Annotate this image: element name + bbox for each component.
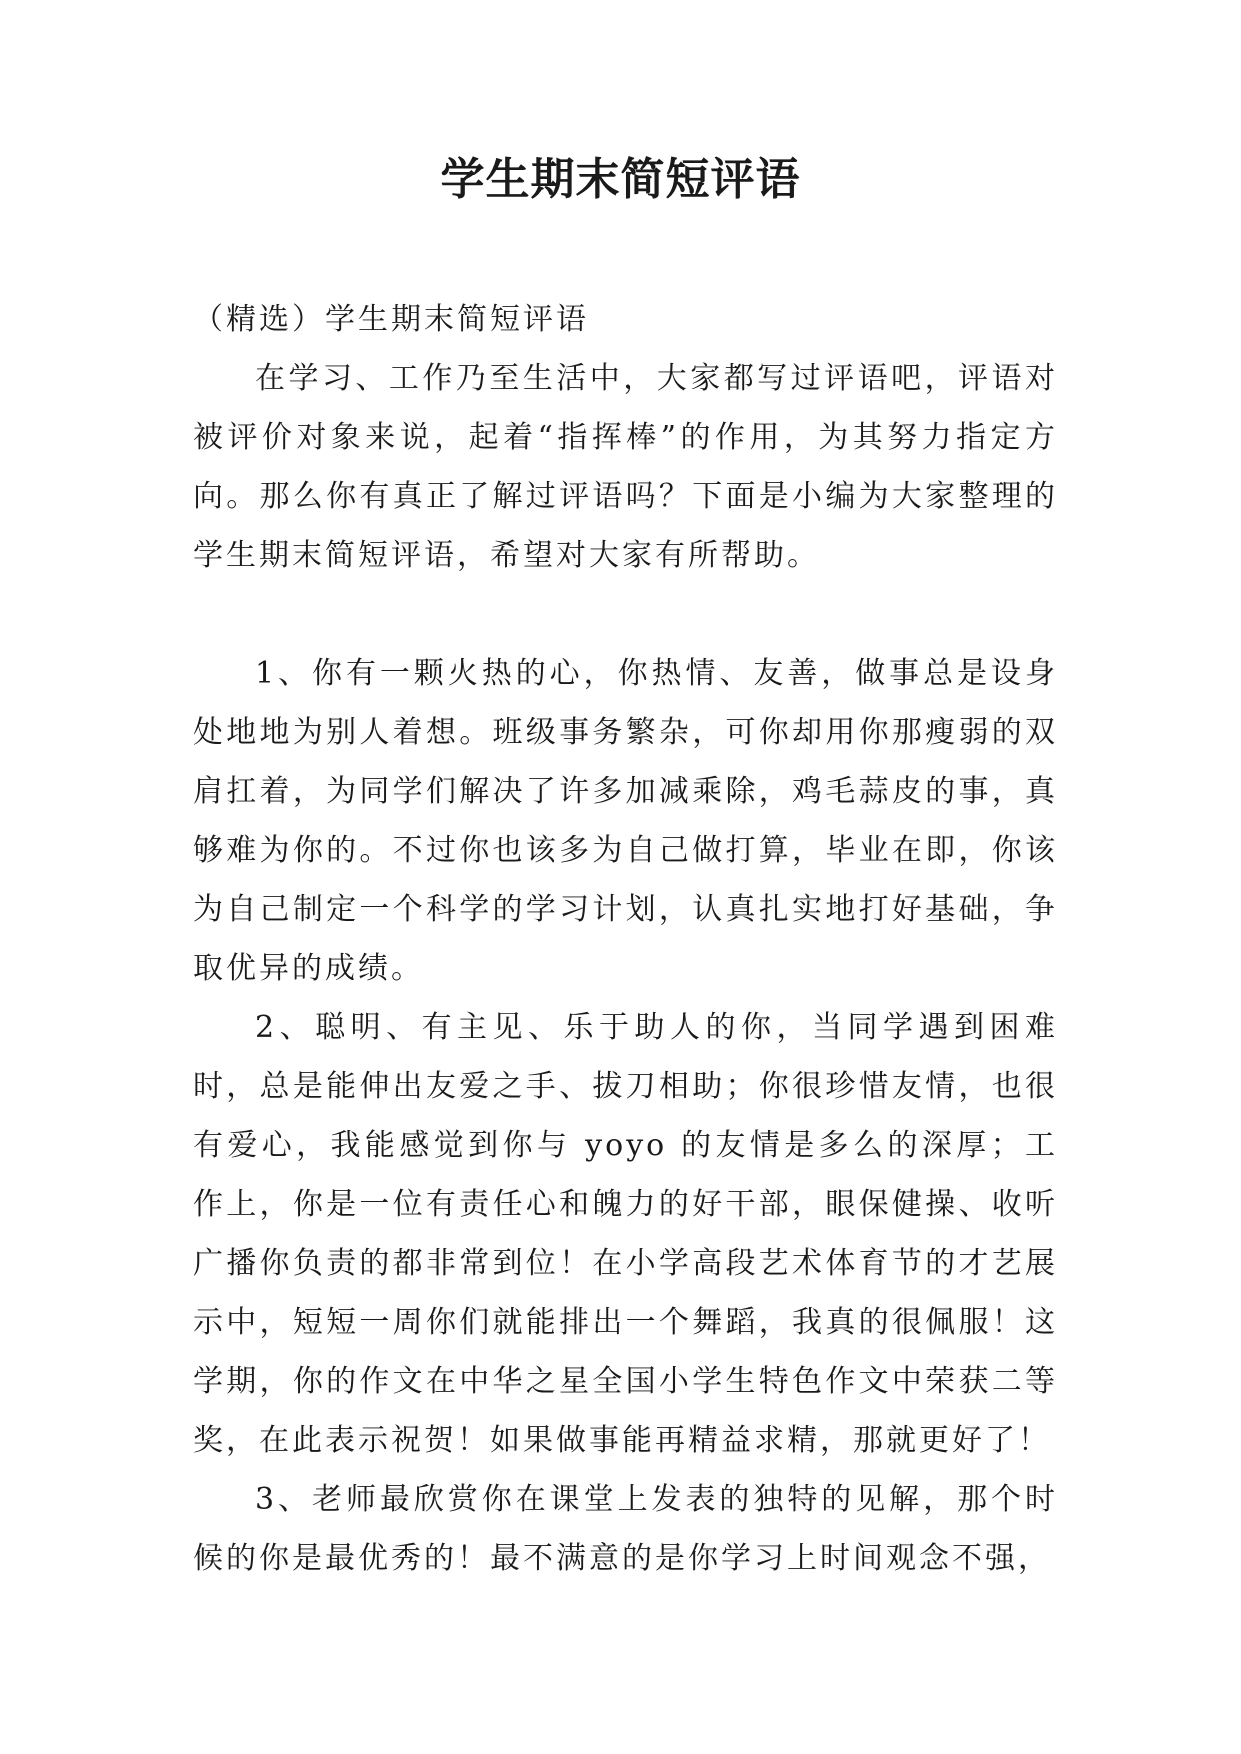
- comment-item-1: 1、你有一颗火热的心，你热情、友善，做事总是设身处地地为别人着想。班级事务繁杂，可你却用你那瘦弱的双肩扛着，为同学们解决了许多加减乘除，鸡毛蒜皮的事，真够难为你的。不过你也该多为自己做打算，毕业在即，你该为自己制定一个科学的学习计划，认真扎实地打好基础，争取优异的成绩。: [193, 656, 1058, 986]
- document-subtitle: （精选）学生期末简短评语: [193, 302, 589, 337]
- comment-item-3: 3、老师最欣赏你在课堂上发表的独特的见解，那个时候的你是最优秀的！最不满意的是你学习上时间观念不强，: [193, 1482, 1058, 1576]
- comment-item-2: 2、聪明、有主见、乐于助人的你，当同学遇到困难时，总是能伸出友爱之手、拔刀相助；你很珍惜友情，也很有爱心，我能感觉到你与 yoyo 的友情是多么的深厚；工作上，你是一位有责任心和魄力的好干部，眼保健操、收听广播你负责的都非常到位！在小学高段艺术体育节的才艺展示中，短短一周你们就能排出一个舞蹈，我真的很佩服！这学期，你的作文在中华之星全国小学生特色作文中荣获二等奖，在此表示祝贺！如果做事能再精益求精，那就更好了！: [193, 1010, 1058, 1458]
- document-body: [193, 290, 1058, 1588]
- page-title: 学生期末简短评语: [440, 154, 801, 205]
- intro-paragraph: 在学习、工作乃至生活中，大家都写过评语吧，评语对被评价对象来说，起着“指挥棒”的作用，为其努力指定方向。那么你有真正了解过评语吗？下面是小编为大家整理的学生期末简短评语，希望对大家有所帮助。: [193, 361, 1058, 573]
- paragraph-spacer: [193, 585, 1058, 644]
